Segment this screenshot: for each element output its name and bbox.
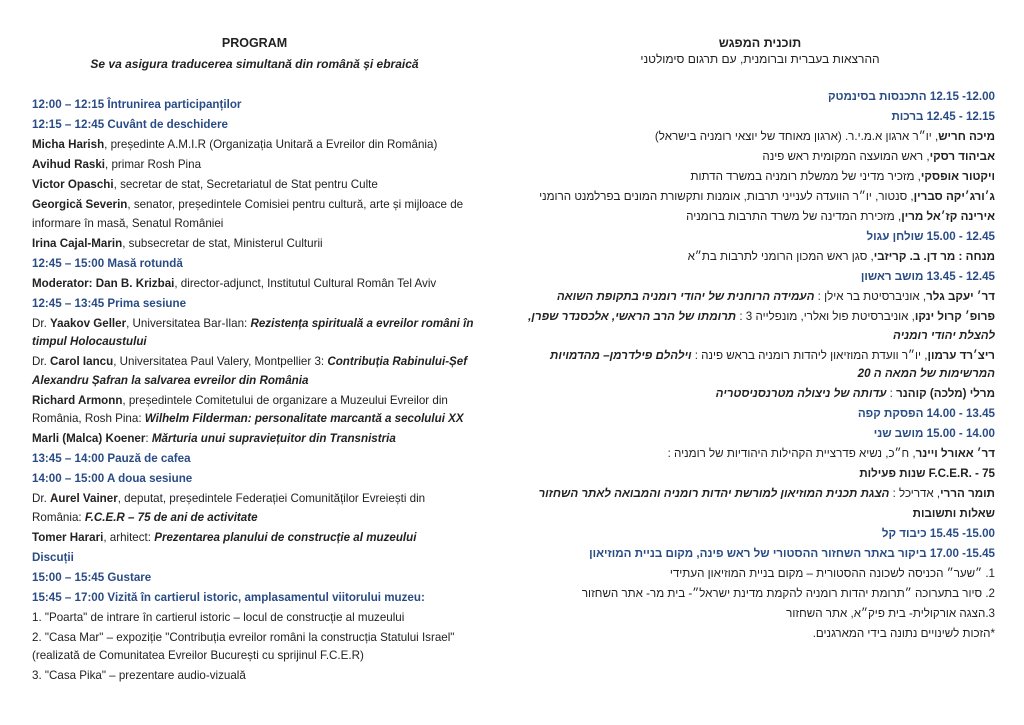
entry-rest: 1. "Poarta" de intrare în cartierul istoric – locul de construcție al muzeului xyxy=(32,610,405,624)
entry-bold: Irina Cajal-Marin xyxy=(32,236,123,250)
schedule-entry xyxy=(32,176,477,195)
entry-bold: Carol Iancu xyxy=(50,355,114,368)
entry-rest: , אוניברסיטת בר אילן : xyxy=(814,290,927,303)
entry-bold: אירינה קז׳אל מרין xyxy=(901,210,995,223)
entry-rest: , אדריכל : xyxy=(889,487,941,500)
schedule-entry xyxy=(525,308,995,345)
entry-rest: , יו״ר וועדת המוזיאון ליהדות רומניה בראש פינה : xyxy=(691,348,928,362)
entry-rest: , מזכיר מדיני של ממשלת רומניה במשרד הדתות xyxy=(690,170,921,183)
entry-bold: אביהוד רסקי xyxy=(929,150,995,163)
entry-bi: F.C.E.R – 75 de ani de activitate xyxy=(84,510,258,524)
entry-bi: Prezentarea planului de construcție al muzeului xyxy=(154,530,417,544)
entry-bold: Yaakov Geller xyxy=(50,316,127,330)
schedule-entry xyxy=(525,188,995,207)
schedule-heading: 12.00- 12.15 התכנסות בסינמטק xyxy=(827,90,995,103)
entry-bold: ריצ׳רד ערמון xyxy=(927,348,995,362)
schedule-heading: 12.45 - 13.45 מושב ראשון xyxy=(860,270,995,283)
entry-rest: , Universitatea Bar-Ilan: xyxy=(126,316,251,330)
schedule-heading: 15:00 – 15:45 Gustare xyxy=(32,570,152,584)
schedule-entry xyxy=(32,136,477,155)
program-list-hebrew xyxy=(525,88,995,645)
schedule-entry xyxy=(525,585,995,604)
entry-bi: תרומתו של הרב הראשי, אלכסנדר שפרן, להצלת יהודי רומניה xyxy=(528,310,995,342)
schedule-heading: 13:45 – 14:00 Pauză de cafea xyxy=(32,452,191,465)
entry-bold: Victor Opaschi xyxy=(32,178,114,191)
entry-bold: Moderator: Dan B. Krizbai xyxy=(32,276,175,290)
schedule-heading: 15.45- 17.00 ביקור באתר השחזור ההסטורי של ראש פינה, מקום בניית המוזיאון xyxy=(589,547,995,560)
schedule-heading: 14.00 - 15.00 מושב שני xyxy=(873,427,995,440)
entry-rest: : xyxy=(886,387,897,400)
entry-bold: דר׳ אאורל ויינר xyxy=(915,447,995,460)
schedule-entry xyxy=(525,148,995,167)
schedule-entry xyxy=(525,505,995,524)
schedule-entry xyxy=(32,392,477,429)
entry-rest: 3.הצגה אורקולית- בית פיק״א, אתר השחזור xyxy=(786,607,995,620)
schedule-entry xyxy=(32,609,477,628)
entry-rest: : xyxy=(145,432,152,445)
entry-bi: Wilhelm Filderman: personalitate marcantă a secolului XX xyxy=(144,412,464,425)
entry-rest: , מזכירת המדינה של משרד התרבות ברומניה xyxy=(686,210,902,223)
entry-rest: , סנטור, יו״ר הוועדה לענייני תרבות, אומנות ותקשורת המונים בפרלמנט הרומני xyxy=(539,190,914,203)
program-column-romanian xyxy=(32,0,477,725)
entry-rest: *הזכות לשינויים נתונה בידי המארגנים. xyxy=(812,627,995,640)
program-column-hebrew xyxy=(525,0,995,725)
schedule-entry xyxy=(525,385,995,404)
entry-rest: , arhitect: xyxy=(103,530,155,544)
schedule-entry xyxy=(32,529,477,548)
entry-rest: , subsecretar de stat, Ministerul Culturii xyxy=(122,236,323,250)
entry-bi: הצגת תכנית המוזיאון למורשת יהדות רומניה והמבואה לאתר השחזור xyxy=(538,487,890,500)
schedule-entry xyxy=(525,605,995,624)
entry-rest: 2. "Casa Mar" – expoziție "Contribuția evreilor români la construcția Statului Israel" (realizată de Comunitatea Evreilor București cu sprijinul F.C.E.R) xyxy=(32,630,455,662)
schedule-heading: 15:45 – 17:00 Vizită în cartierul istoric, amplasamentul viitorului muzeu: xyxy=(32,590,425,604)
schedule-heading: 12:45 – 15:00 Masă rotundă xyxy=(32,256,183,270)
schedule-entry xyxy=(525,168,995,187)
entry-bold: F.C.E.R. - 75 שנות פעילות xyxy=(859,467,995,480)
entry-rest: , deputat, președintele Federației Comunităților Evreiești din România: xyxy=(32,492,426,524)
schedule-entry xyxy=(525,128,995,147)
entry-bold: Richard Armonn xyxy=(32,393,123,407)
program-list xyxy=(32,96,477,687)
entry-bold: מיכה חריש xyxy=(938,130,995,143)
schedule-entry xyxy=(525,445,995,464)
schedule-entry xyxy=(525,565,995,584)
entry-bold: תומר הררי xyxy=(940,487,995,500)
entry-bold: שאלות ותשובות xyxy=(912,507,995,520)
schedule-heading: 12:45 – 13:45 Prima sesiune xyxy=(32,296,187,310)
entry-pre: Dr. xyxy=(32,492,51,505)
schedule-entry xyxy=(525,347,995,384)
schedule-entry xyxy=(32,490,477,527)
entry-rest: , președinte A.M.I.R (Organizația Unitară a Evreilor din România) xyxy=(104,138,438,151)
schedule-heading: 12.15 - 12.45 ברכות xyxy=(891,110,995,123)
schedule-heading: 13.45 - 14.00 הפסקת קפה xyxy=(857,407,995,420)
schedule-entry xyxy=(32,235,477,254)
entry-bold: Aurel Vainer xyxy=(50,492,118,505)
schedule-heading: 14:00 – 15:00 A doua sesiune xyxy=(32,472,193,485)
entry-bi: וילהלם פילדרמן– מהדמויות המרשימות של המאה ה 20 xyxy=(550,348,995,380)
schedule-entry xyxy=(32,629,477,666)
program-title-hebrew: תוכנית המפגש xyxy=(718,36,802,50)
entry-rest: , יו״ר ארגון א.מ.י.ר. (ארגון מאוחד של יוצאי רומניה בישראל) xyxy=(654,130,939,143)
entry-rest: 3. "Casa Pika" – prezentare audio-vizuală xyxy=(32,669,246,682)
schedule-entry xyxy=(525,208,995,227)
entry-bold: ויקטור אופסקי xyxy=(920,170,995,183)
program-subtitle-hebrew: ההרצאות בעברית וברומנית, עם תרגום סימולטני xyxy=(640,52,880,66)
entry-bold: Avihud Raski xyxy=(32,158,106,171)
entry-bold: דר׳ יעקב גלר xyxy=(926,290,995,303)
entry-rest: , senator, președintele Comisiei pentru cultură, arte și mijloace de informare în masă, Senatul României xyxy=(32,198,464,230)
entry-rest: , ח״כ, נשיא פדרציית הקהילות היהודיות של רומניה : xyxy=(667,447,916,460)
schedule-heading: 12:15 – 12:45 Cuvânt de deschidere xyxy=(32,118,228,131)
schedule-entry xyxy=(32,353,477,390)
program-subtitle: Se va asigura traducerea simultană din română și ebraică xyxy=(90,57,419,71)
schedule-entry xyxy=(525,248,995,267)
entry-rest: , Universitatea Paul Valery, Montpellier 3: xyxy=(113,355,328,368)
schedule-heading: 12:00 – 12:15 Întrunirea participanților xyxy=(32,98,242,111)
entry-bold: פרופ׳ קרול ינקו xyxy=(914,310,995,323)
entry-rest: , סגן ראש המכון הרומני לתרבות בת״א xyxy=(687,250,874,263)
entry-bi: Mărturia unui supraviețuitor din Transnistria xyxy=(151,432,396,445)
entry-rest: , ראש המועצה המקומית ראש פינה xyxy=(762,150,930,163)
entry-rest: , președintele Comitetului de organizare a Muzeului Evreilor din România, Rosh Pina: xyxy=(32,393,448,425)
entry-bold: Micha Harish xyxy=(32,138,105,151)
schedule-heading: 15.00- 15.45 כיבוד קל xyxy=(881,527,995,540)
entry-rest: 1. ״שער״ הכניסה לשכונה ההסטורית – מקום בניית המוזיאון העתידי xyxy=(669,567,995,580)
entry-rest: , primar Rosh Pina xyxy=(105,158,202,171)
entry-bi: Contribuția Rabinului-Șef Alexandru Șafran la salvarea evreilor din România xyxy=(32,355,468,387)
entry-bi: העמידה הרוחנית של יהודי רומניה בתקופת השואה xyxy=(556,290,815,303)
schedule-heading: Discuții xyxy=(32,550,74,564)
schedule-entry xyxy=(525,485,995,504)
schedule-entry xyxy=(32,275,477,294)
entry-bi: עדותה של ניצולה מטרנסניסטריה xyxy=(715,387,887,400)
entry-bold: ג׳ורג׳יקה סברין xyxy=(913,190,995,203)
entry-bold: Tomer Harari xyxy=(32,530,104,544)
entry-rest: , אוניברסיטת פול ואלרי, מונפלייה 3 : xyxy=(736,310,915,323)
program-title: PROGRAM xyxy=(221,36,288,50)
entry-bold: Georgică Severin xyxy=(32,198,128,211)
entry-pre: Dr. xyxy=(32,316,51,330)
entry-rest: , director-adjunct, Institutul Cultural Român Tel Aviv xyxy=(174,276,437,290)
schedule-heading: 12.45 - 15.00 שולחן עגול xyxy=(866,230,995,243)
schedule-entry xyxy=(525,625,995,644)
schedule-entry xyxy=(32,196,477,233)
entry-bold: מנחה : מר דן. ב. קריזבי xyxy=(873,250,995,263)
entry-bi: Rezistența spirituală a evreilor români în timpul Holocaustului xyxy=(32,316,474,348)
entry-pre: Dr. xyxy=(32,355,51,368)
schedule-entry xyxy=(525,288,995,307)
schedule-entry xyxy=(32,156,477,175)
entry-bold: Marli (Malca) Koener xyxy=(32,432,146,445)
schedule-entry xyxy=(32,667,477,686)
entry-rest: , secretar de stat, Secretariatul de Stat pentru Culte xyxy=(113,178,378,191)
entry-rest: 2. סיור בתערוכה ״תרומת יהדות רומניה להקמת מדינת ישראל״- בית מר- אתר השחזור xyxy=(581,587,995,600)
schedule-entry xyxy=(32,315,477,352)
entry-bold: מרלי (מלכה) קוהנר xyxy=(896,387,995,400)
schedule-entry xyxy=(525,465,995,484)
schedule-entry xyxy=(32,430,477,449)
